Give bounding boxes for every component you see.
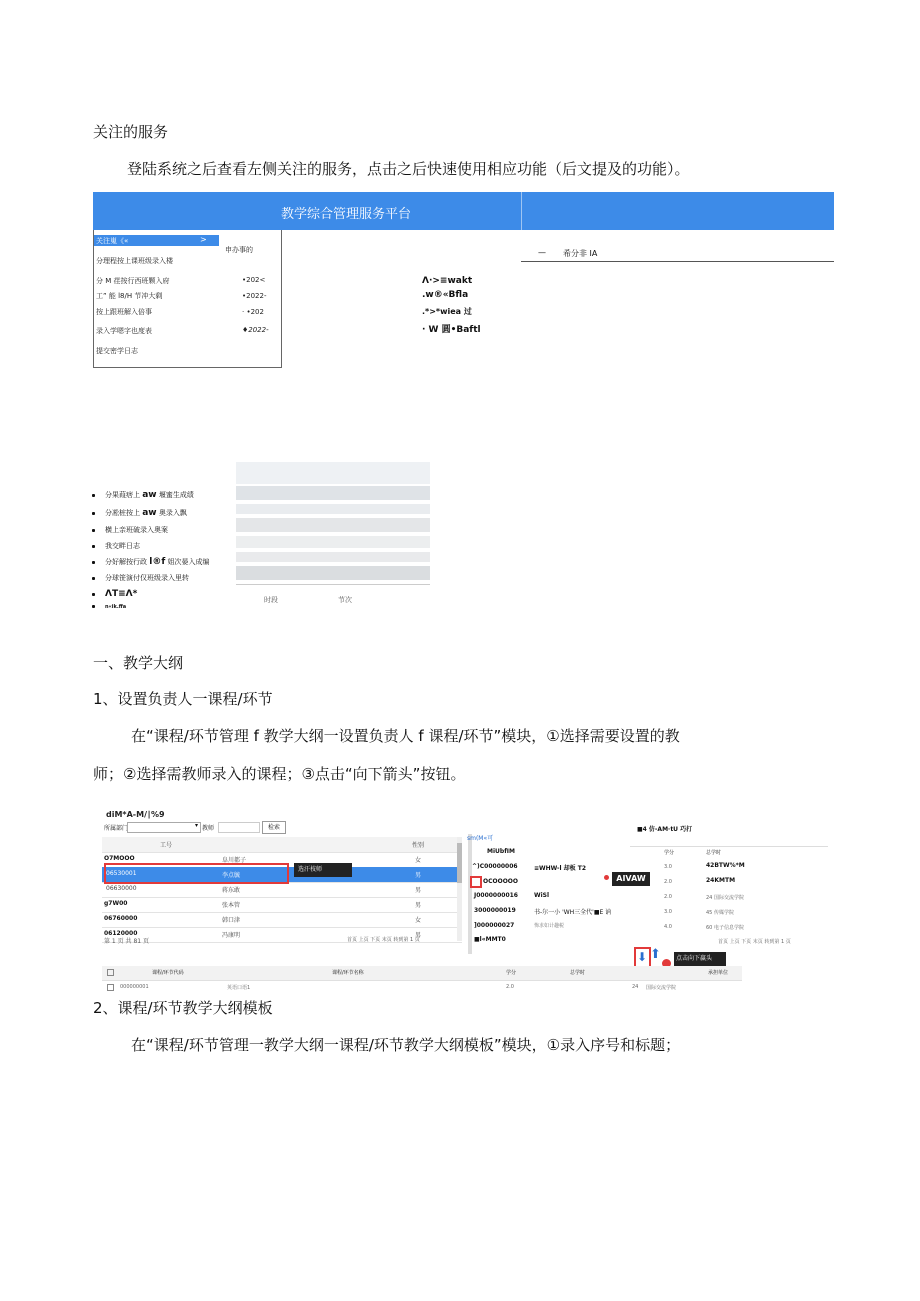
chevron-down-icon: ▾	[194, 822, 198, 829]
mid-row-id[interactable]: ^)C00000006	[472, 863, 518, 870]
blurred-screenshot	[236, 462, 430, 608]
todo-date: •202<	[242, 276, 266, 284]
right-cell: 2.0	[664, 879, 672, 885]
center-line: · W 圆•Baftl	[422, 325, 481, 335]
table-row[interactable]: 06120000 冯康明 男	[102, 927, 462, 943]
teacher-input[interactable]	[218, 822, 260, 833]
arrow-up-icon[interactable]: ⬆	[650, 947, 661, 962]
sidebar-item[interactable]: 分理程按上课班级录入楼	[96, 257, 173, 265]
pager-right[interactable]: 首页 上页 下页 末页 转到第 1 页	[347, 937, 420, 943]
chevron-right-icon: >	[200, 235, 207, 244]
services-paragraph: 登陆系统之后查看左侧关注的服务，点击之后快速使用相应功能（后文提及的功能）。	[127, 160, 690, 178]
highlight-box	[104, 863, 289, 884]
teacher-label: 教师	[202, 825, 215, 832]
right-col: 学分	[664, 850, 675, 856]
table-row[interactable]: g7W00 张本管 男	[102, 897, 462, 913]
checkbox-highlight[interactable]	[470, 876, 482, 888]
right-cell: 3.0	[664, 909, 672, 915]
mid-row-text: 书-尔一小 'WH三全代'■E 讷	[534, 909, 612, 916]
outline-para1-line1: 在“课程/环节管理 f 教学大纲一设置负责人 f 课程/环节”模块，①选择需要设置的教	[131, 727, 680, 745]
bullet-item[interactable]: ΛT≡Λ*	[92, 589, 137, 599]
scrollbar[interactable]	[457, 837, 462, 941]
bottom-header: 课程/环节代码 课程/环节名称 学分 总学时 承担单位	[102, 966, 742, 981]
section-heading-outline: 一、教学大纲	[93, 654, 184, 672]
mid-row-text: 怖求如计趣税	[534, 923, 565, 929]
center-line: .w®«Bfla	[422, 290, 469, 300]
mid-row-text: ≡WHW-l 却板 T2	[534, 865, 587, 872]
section-heading-services: 关注的服务	[93, 123, 169, 141]
bullet-item[interactable]: 分球笹演付仅班级录入里转	[92, 573, 189, 583]
platform-header	[93, 192, 834, 230]
outline-screenshot	[102, 806, 828, 996]
bullet-item[interactable]: 分果葭痞上 aw 堰蜜生成绩	[92, 490, 194, 500]
bullet-item[interactable]: n«ik.ffa	[92, 604, 126, 610]
outline-para2: 在“课程/环节管理一教学大纲一课程/环节教学大纲模板”模块，①录入序号和标题；	[131, 1036, 681, 1054]
table-row[interactable]: O7MOOO 阜川都子 女	[102, 852, 462, 868]
sidebar-item[interactable]: 录入学嗯字也度表	[96, 327, 152, 335]
screenshot2-title: diM*A-M/∣%9	[106, 810, 165, 819]
bottom-table	[102, 966, 742, 996]
todo-date: ♦2022-	[242, 326, 269, 334]
right-cell: 60 电子信息学院	[706, 925, 744, 931]
center-line: .*>*wiea 过	[422, 307, 472, 316]
blur-footer-label: 时段	[264, 596, 278, 604]
right-label: 希分非 IA	[563, 249, 598, 258]
bullet-item[interactable]: 分凇桩按上 aw 奥录入飘	[92, 508, 187, 518]
tooltip: 选汗枝师	[294, 863, 352, 877]
teacher-table	[102, 837, 462, 941]
down-tip: 点击向下赢头	[674, 952, 726, 966]
right-cell: 24 国际交流学院	[706, 895, 744, 901]
mid-row-id[interactable]: ]000000027	[474, 922, 515, 929]
table-row[interactable]: 06630000 蒋东敢 男	[102, 882, 462, 898]
right-col: 总学时	[706, 850, 722, 856]
mid-header: sm(M«可	[467, 835, 494, 842]
right-cell: 45 传媒学院	[706, 910, 734, 916]
right-cell: 24KMTM	[706, 877, 736, 884]
platform-screenshot	[93, 192, 834, 368]
blur-footer-label: 节次	[338, 596, 352, 604]
bottom-row[interactable]: 000000001 英语口语1 2.0 24 国际交流学院	[102, 981, 742, 995]
pager-left: 第 1 页 共 81 页	[104, 938, 149, 945]
right-cell: 2.0	[664, 894, 672, 900]
platform-title: 教学综合管理服务平台	[281, 207, 412, 222]
right-cell: 4.0	[664, 924, 672, 930]
bullet-item[interactable]: 分好解按行政 l®f 姐次晏入成编	[92, 557, 209, 567]
todo-date: •2022-	[242, 292, 267, 300]
dept-label: 所属部门	[104, 825, 129, 832]
todo-header: 申办事的	[225, 246, 253, 254]
sidebar-item[interactable]: 分 M 荏按行西班颗入府	[96, 277, 170, 285]
sidebar	[93, 230, 282, 368]
mid-row-id[interactable]: J0000000016	[474, 892, 518, 899]
table-header: 工号 性别	[102, 837, 462, 853]
outline-para1-line2: 师；②选择需教师录入的课程；③点击“向下箭头”按钮。	[93, 765, 466, 783]
right-cell: 42BTW%*M	[706, 862, 745, 869]
table-row-selected[interactable]: 06530001 李点毓 男	[102, 867, 462, 883]
marker-dot	[604, 875, 609, 880]
sidebar-item[interactable]: 按上跟班解入倍事	[96, 308, 152, 316]
dept-select[interactable]	[127, 822, 201, 833]
center-line: Λ·>≡wakt	[422, 276, 473, 286]
mid-row-id[interactable]: OCOOOOO	[483, 878, 519, 885]
mid-row-text: WiSl	[534, 892, 550, 899]
mid-row-id[interactable]: ■l«MMT0	[474, 936, 506, 943]
subheading-2: 2、课程/环节教学大纲模板	[93, 999, 273, 1017]
search-button[interactable]: 检索	[262, 821, 286, 834]
bullet-item[interactable]: 我交畔日志	[92, 541, 140, 551]
right-dash: —	[538, 248, 546, 257]
right-pager[interactable]: 首页 上页 下页 末页 转到第 1 页	[718, 939, 791, 945]
sidebar-header[interactable]: 关注嵬《« >	[94, 235, 219, 246]
arrow-down-icon: ⬇	[637, 950, 648, 964]
sidebar-item[interactable]: 提交密学日志	[96, 347, 138, 355]
bullet-item[interactable]: 横上亲班破录入奥案	[92, 525, 168, 535]
todo-date: · •202	[242, 308, 264, 316]
callout-label: AIVAW	[612, 872, 650, 886]
table-row[interactable]: 06760000 韩口津 女	[102, 912, 462, 928]
right-cell: 3.0	[664, 864, 672, 870]
subheading-1: 1、设置负责人一课程/环节	[93, 690, 273, 708]
mid-subheader: MiUbfIM	[487, 848, 516, 855]
mid-row-id[interactable]: 3000000019	[474, 907, 516, 914]
sidebar-item[interactable]: 工” 能 l8/H 节冲大剩	[96, 292, 163, 300]
right-top-label: ■4 仿-AM∙tU 巧打	[637, 826, 693, 833]
